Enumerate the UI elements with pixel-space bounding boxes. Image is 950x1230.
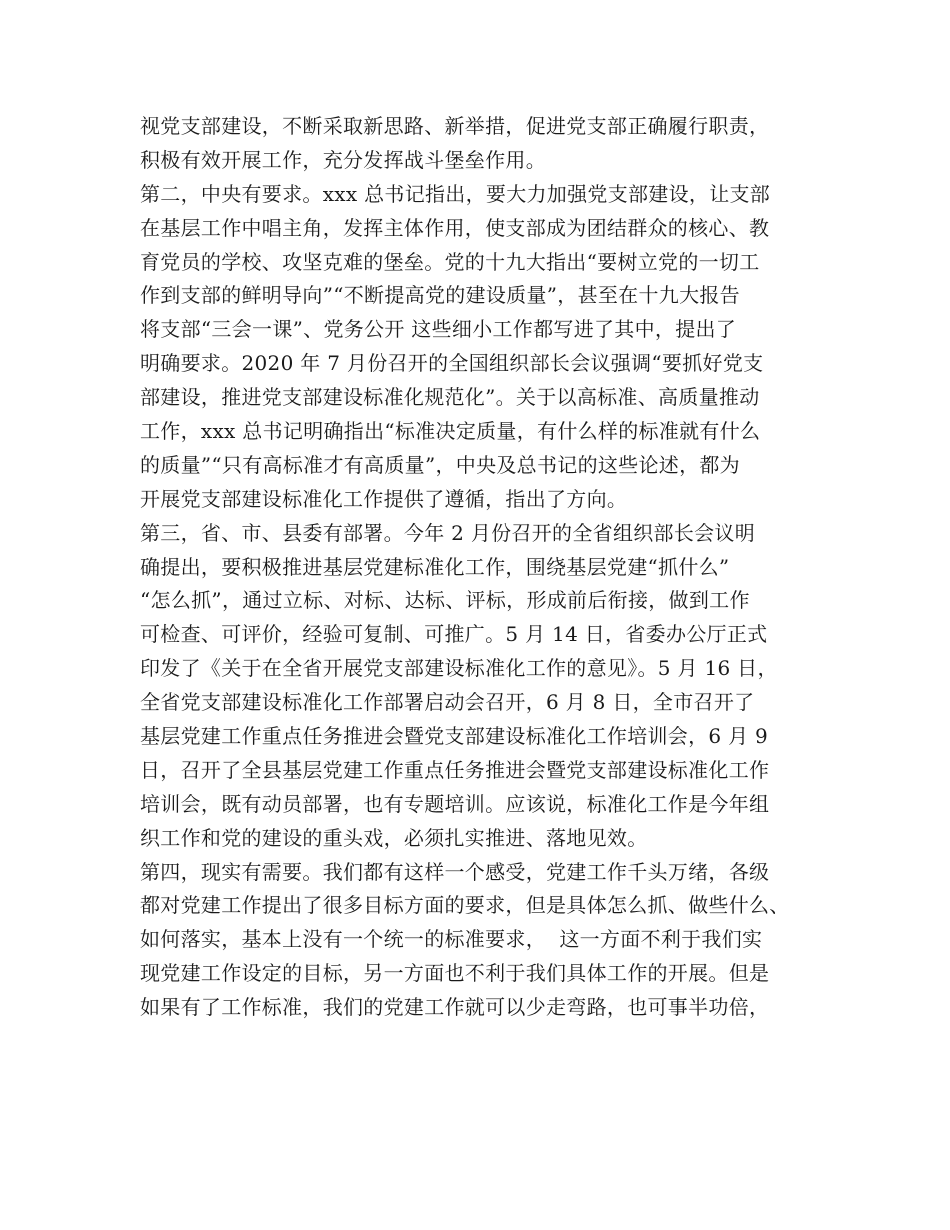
text-line: 的质量”“只有高标准才有高质量”，中央及总书记的这些论述，都为 [140, 452, 740, 477]
text-line: 第三，省、市、县委有部署。今年 2 月份召开的全省组织部长会议明 [140, 520, 756, 545]
text-line: 第四，现实有需要。我们都有这样一个感受，党建工作千头万绪，各级 [140, 859, 770, 884]
text-line: 育党员的学校、攻坚克难的堡垒。党的十九大指出“要树立党的一切工 [140, 249, 760, 274]
text-line: 全省党支部建设标准化工作部署启动会召开，6 月 8 日，全市召开了 [140, 690, 755, 715]
text-line: 视党支部建设，不断采取新思路、新举措，促进党支部正确履行职责， [140, 114, 770, 138]
text-line: “怎么抓”，通过立标、对标、达标、评标，形成前后衔接，做到工作 [140, 588, 750, 613]
text-line: 积极有效开展工作，充分发挥战斗堡垒作用。 [140, 147, 546, 172]
text-line: 确提出，要积极推进基层党建标准化工作，围绕基层党建“抓什么” [140, 554, 730, 579]
body-text [140, 110, 830, 1025]
text-line: 日，召开了全县基层党建工作重点任务推进会暨党支部建设标准化工作 [140, 757, 770, 782]
text-line: 印发了《关于在全省开展党支部建设标准化工作的意见》。5 月 16 日， [140, 656, 778, 681]
text-line: 明确要求。2020 年 7 月份召开的全国组织部长会议强调“要抓好党支 [140, 351, 764, 376]
text-line: 第二，中央有要求。xxx 总书记指出，要大力加强党支部建设，让支部 [140, 181, 771, 206]
text-line: 在基层工作中唱主角，发挥主体作用，使支部成为团结群众的核心、教 [140, 215, 770, 240]
text-line: 开展党支部建设标准化工作提供了遵循，指出了方向。 [140, 486, 628, 511]
text-line: 基层党建工作重点任务推进会暨党支部建设标准化工作培训会，6 月 9 [140, 724, 769, 749]
text-line: 作到支部的鲜明导向”“不断提高党的建设质量”，甚至在十九大报告 [140, 283, 740, 308]
text-line: 现党建工作设定的目标，另一方面也不利于我们具体工作的开展。但是 [140, 961, 770, 986]
text-line: 将支部“三会一课”、党务公开 这些细小工作都写进了其中，提出了 [140, 317, 737, 342]
text-line: 可检查、可评价，经验可复制、可推广。5 月 14 日，省委办公厅正式 [140, 622, 768, 647]
text-line: 如何落实，基本上没有一个统一的标准要求， 这一方面不利于我们实 [140, 927, 763, 952]
text-line: 培训会，既有动员部署，也有专题培训。应该说，标准化工作是今年组 [140, 791, 770, 816]
text-line: 都对党建工作提出了很多目标方面的要求，但是具体怎么抓、做些什么、 [140, 893, 790, 918]
text-line: 部建设，推进党支部建设标准化规范化”。关于以高标准、高质量推动 [140, 385, 760, 410]
text-line: 如果有了工作标准，我们的党建工作就可以少走弯路，也可事半功倍， [140, 995, 770, 1020]
text-line: 织工作和党的建设的重头戏，必须扎实推进、落地见效。 [140, 825, 648, 850]
text-line: 工作，xxx 总书记明确指出“标准决定质量，有什么样的标准就有什么 [140, 419, 761, 444]
